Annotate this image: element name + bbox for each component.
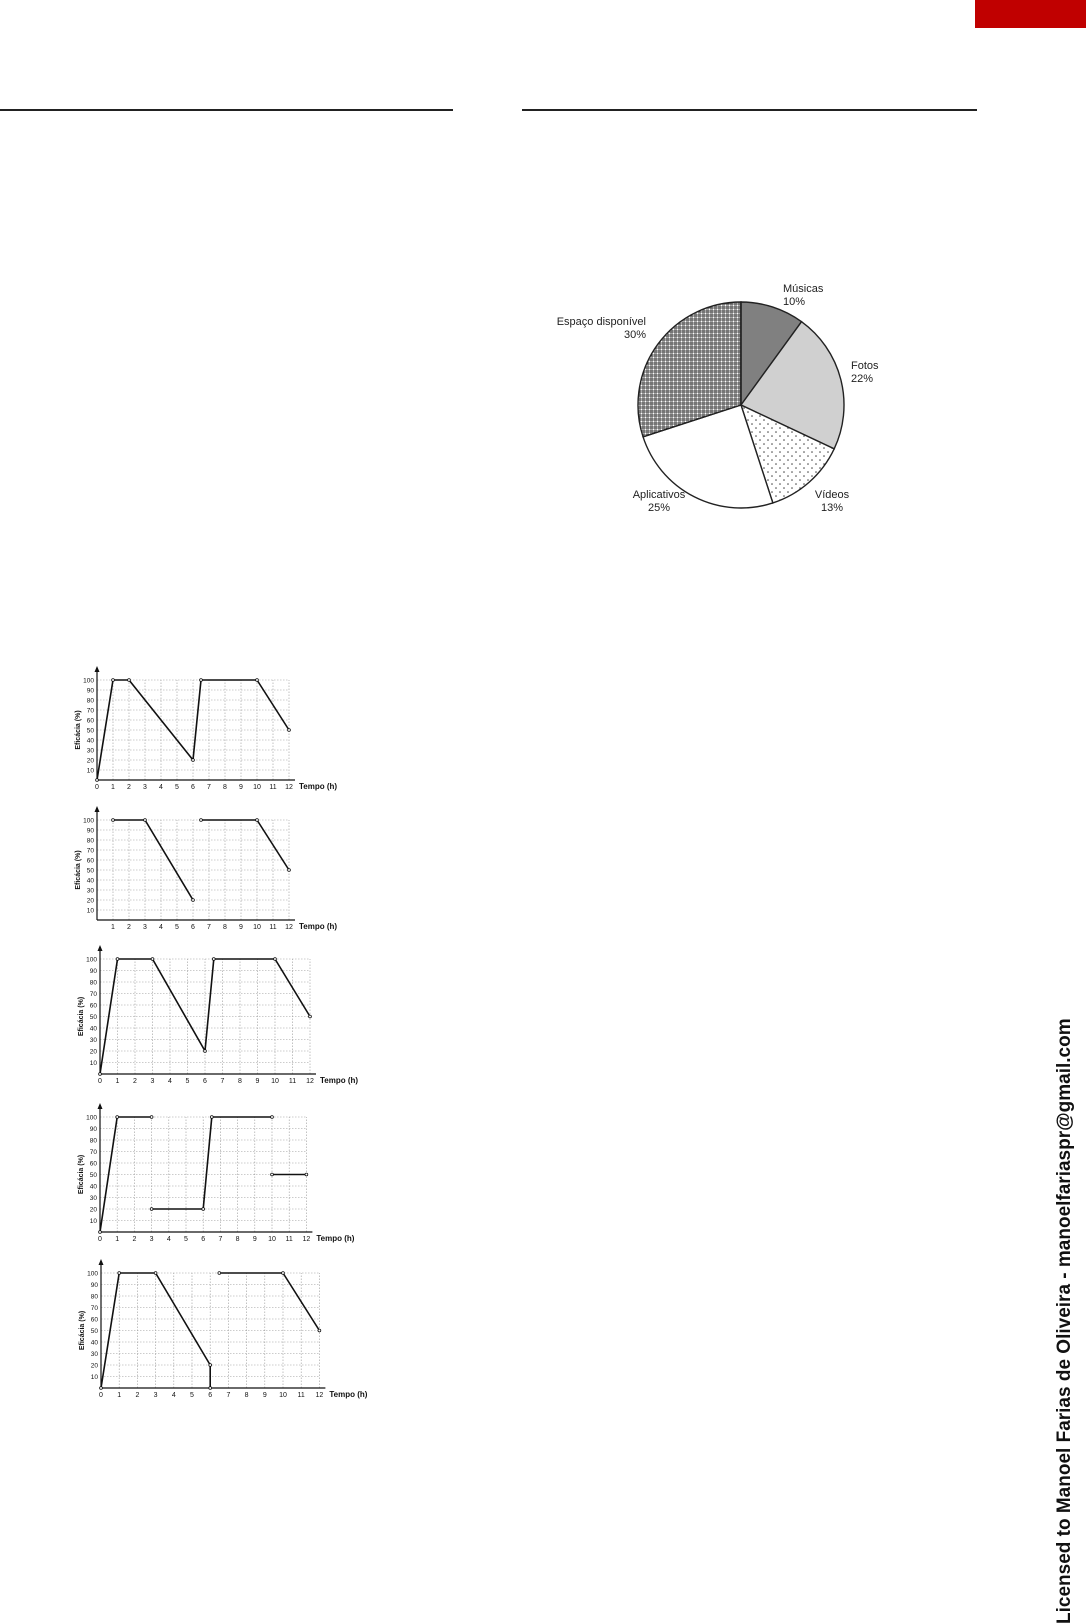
x-axis-label: Tempo (h) [316, 1234, 355, 1243]
x-tick-label: 5 [190, 1392, 194, 1399]
y-tick-label: 80 [90, 1293, 98, 1301]
data-point [150, 1208, 153, 1211]
y-axis-arrow [99, 1259, 104, 1265]
data-point [209, 1364, 212, 1367]
x-tick-label: 8 [223, 784, 227, 791]
y-tick-label: 20 [89, 1048, 97, 1056]
efficacy-chart-5 [70, 1249, 380, 1399]
license-watermark: Licensed to Manoel Farias de Oliveira - manoelfariaspr@gmail.com [1054, 1018, 1075, 1624]
y-tick-label: 60 [86, 857, 94, 865]
x-tick-label: 7 [218, 1236, 223, 1243]
data-point [99, 1073, 102, 1076]
y-tick-label: 10 [89, 1060, 97, 1067]
y-tick-label: 90 [86, 827, 94, 835]
y-axis-label: Eficácia (%) [75, 850, 82, 890]
x-tick-label: 0 [99, 1392, 103, 1399]
x-tick-label: 6 [208, 1392, 213, 1399]
y-tick-label: 100 [83, 817, 94, 825]
y-tick-label: 80 [86, 697, 94, 705]
x-tick-label: 9 [252, 1236, 257, 1243]
y-tick-label: 40 [89, 1183, 97, 1191]
data-point [112, 819, 115, 822]
x-tick-label: 12 [315, 1392, 324, 1399]
y-tick-label: 40 [86, 737, 94, 745]
data-point [116, 958, 119, 961]
x-tick-label: 2 [133, 1078, 137, 1085]
efficacy-line [201, 820, 289, 870]
efficacy-chart-2 [70, 795, 370, 931]
x-tick-label: 4 [168, 1078, 172, 1085]
data-point [96, 779, 99, 782]
y-tick-label: 80 [86, 837, 94, 845]
pie-percent-fotos: 22% [851, 373, 874, 385]
x-tick-label: 7 [207, 924, 211, 931]
y-tick-label: 100 [87, 1270, 98, 1278]
pie-label-musicas: Músicas [783, 283, 824, 295]
data-point [154, 1272, 157, 1275]
y-tick-label: 40 [89, 1025, 97, 1033]
grid [100, 959, 310, 1074]
y-tick-label: 30 [89, 1037, 97, 1044]
data-point [200, 819, 203, 822]
pie-percent-videos: 13% [820, 502, 844, 514]
y-axis-arrow [98, 945, 103, 951]
y-tick-label: 60 [90, 1316, 98, 1324]
x-axis-label: Tempo (h) [299, 782, 338, 791]
data-point [144, 819, 147, 822]
x-tick-label: 7 [226, 1392, 231, 1399]
efficacy-line [100, 1117, 152, 1232]
x-tick-label: 10 [253, 784, 261, 791]
y-tick-label: 40 [90, 1339, 98, 1347]
x-tick-label: 11 [269, 784, 277, 791]
data-point [151, 958, 154, 961]
data-point [100, 1387, 103, 1390]
x-tick-label: 12 [302, 1236, 311, 1243]
y-tick-label: 100 [83, 677, 94, 685]
y-tick-label: 20 [86, 757, 94, 765]
y-tick-label: 40 [86, 877, 94, 885]
x-tick-label: 6 [203, 1078, 207, 1085]
y-tick-label: 70 [90, 1305, 98, 1312]
x-tick-label: 11 [297, 1392, 305, 1399]
x-tick-label: 4 [159, 924, 163, 931]
x-tick-label: 2 [127, 924, 131, 931]
data-point [309, 1015, 312, 1018]
y-tick-label: 20 [86, 897, 94, 905]
y-tick-label: 20 [89, 1206, 97, 1214]
y-tick-label: 10 [89, 1218, 97, 1225]
x-tick-label: 4 [171, 1392, 176, 1399]
x-tick-label: 0 [98, 1236, 102, 1243]
x-tick-label: 5 [184, 1236, 188, 1243]
y-tick-label: 30 [86, 747, 94, 755]
y-axis-label: Eficácia (%) [78, 996, 85, 1037]
x-tick-label: 12 [306, 1078, 314, 1085]
grid [97, 680, 289, 780]
column-rule-left [0, 109, 453, 111]
x-tick-label: 6 [201, 1236, 206, 1243]
y-tick-label: 80 [89, 1137, 97, 1145]
x-tick-label: 6 [191, 924, 195, 931]
data-point [318, 1329, 321, 1332]
x-tick-label: 8 [235, 1236, 240, 1243]
x-axis-label: Tempo (h) [320, 1076, 359, 1085]
x-tick-label: 10 [279, 1392, 287, 1399]
y-tick-label: 30 [86, 887, 94, 895]
data-point [288, 869, 291, 872]
x-tick-label: 7 [207, 784, 211, 791]
x-tick-label: 8 [238, 1078, 242, 1085]
y-tick-label: 80 [89, 979, 97, 987]
red-corner-tab [975, 0, 1086, 28]
y-tick-label: 90 [90, 1282, 98, 1289]
data-point [99, 1231, 102, 1234]
data-point [288, 729, 291, 732]
pie-percent-aplicativos: 25% [647, 502, 671, 514]
efficacy-chart-4 [70, 1093, 370, 1243]
y-axis-arrow [95, 806, 100, 812]
data-point [112, 679, 115, 682]
x-tick-label: 9 [255, 1078, 260, 1085]
y-tick-label: 10 [86, 767, 94, 775]
y-tick-label: 20 [90, 1362, 98, 1370]
data-point [271, 1116, 274, 1119]
pie-label-fotos: Fotos [851, 360, 879, 372]
x-axis-label: Tempo (h) [329, 1390, 368, 1399]
data-point [202, 1208, 205, 1211]
y-tick-label: 70 [89, 1149, 97, 1156]
y-tick-label: 90 [86, 687, 94, 695]
data-point [204, 1050, 207, 1053]
x-tick-label: 2 [127, 784, 131, 791]
y-tick-label: 50 [89, 1172, 97, 1179]
grid [97, 820, 289, 920]
efficacy-chart-3 [70, 935, 370, 1085]
y-tick-label: 50 [89, 1014, 97, 1021]
x-axis-label: Tempo (h) [299, 922, 338, 931]
x-tick-label: 1 [115, 1078, 120, 1085]
data-point [271, 1173, 274, 1176]
y-axis-arrow [95, 666, 100, 672]
y-tick-label: 60 [89, 1002, 97, 1010]
y-tick-label: 60 [89, 1160, 97, 1168]
y-axis-label: Eficácia (%) [78, 1154, 85, 1195]
y-tick-label: 10 [90, 1374, 98, 1381]
data-point [128, 679, 131, 682]
x-tick-label: 3 [149, 1236, 154, 1243]
pie-label-espaco-disponivel: Espaço disponível [556, 316, 646, 328]
efficacy-line [219, 1273, 319, 1331]
x-tick-label: 1 [115, 1236, 120, 1243]
y-tick-label: 70 [86, 847, 94, 855]
pie-percent-espaco-disponivel: 30% [623, 329, 646, 341]
y-tick-label: 70 [89, 991, 97, 998]
y-axis-arrow [98, 1103, 103, 1109]
x-tick-label: 10 [268, 1236, 276, 1243]
y-tick-label: 50 [86, 867, 94, 875]
x-tick-label: 6 [191, 784, 195, 791]
efficacy-chart-1 [70, 655, 370, 791]
y-axis-label: Eficácia (%) [79, 1310, 86, 1351]
y-tick-label: 100 [86, 956, 97, 964]
storage-pie-chart [556, 282, 910, 532]
x-tick-label: 10 [271, 1078, 279, 1085]
data-point [209, 1387, 212, 1390]
x-tick-label: 12 [285, 924, 293, 931]
pie-label-videos: Vídeos [814, 489, 850, 501]
x-tick-label: 4 [159, 784, 163, 791]
data-point [305, 1173, 308, 1176]
data-point [192, 899, 195, 902]
y-tick-label: 60 [86, 717, 94, 725]
y-tick-label: 100 [86, 1114, 97, 1122]
x-tick-label: 9 [239, 784, 243, 791]
x-tick-label: 5 [175, 924, 179, 931]
data-point [274, 958, 277, 961]
x-tick-label: 1 [111, 924, 115, 931]
y-tick-label: 30 [90, 1351, 98, 1358]
data-point [210, 1116, 213, 1119]
x-tick-label: 2 [135, 1392, 140, 1399]
data-point [192, 759, 195, 762]
x-tick-label: 3 [150, 1078, 155, 1085]
y-tick-label: 90 [89, 1126, 97, 1133]
pie-label-aplicativos: Aplicativos [632, 489, 686, 501]
x-tick-label: 12 [285, 784, 293, 791]
x-tick-label: 5 [175, 784, 179, 791]
data-point [256, 679, 259, 682]
y-tick-label: 50 [86, 727, 94, 735]
y-tick-label: 70 [86, 707, 94, 715]
x-tick-label: 10 [253, 924, 261, 931]
x-tick-label: 8 [223, 924, 227, 931]
x-tick-label: 11 [288, 1078, 297, 1085]
x-tick-label: 9 [262, 1392, 267, 1399]
x-tick-label: 3 [143, 924, 147, 931]
x-tick-label: 9 [239, 924, 243, 931]
y-tick-label: 10 [86, 907, 94, 915]
y-axis-label: Eficácia (%) [75, 710, 82, 750]
data-point [218, 1272, 221, 1275]
x-tick-label: 8 [244, 1392, 249, 1399]
x-tick-label: 11 [285, 1236, 293, 1243]
data-point [212, 958, 215, 961]
data-point [282, 1272, 285, 1275]
x-tick-label: 3 [143, 784, 147, 791]
x-tick-label: 1 [111, 784, 115, 791]
x-tick-label: 1 [117, 1392, 122, 1399]
y-tick-label: 30 [89, 1195, 97, 1202]
data-point [118, 1272, 121, 1275]
x-tick-label: 2 [132, 1236, 137, 1243]
data-point [200, 679, 203, 682]
x-tick-label: 5 [185, 1078, 190, 1085]
data-point [256, 819, 259, 822]
x-tick-label: 3 [153, 1392, 158, 1399]
x-tick-label: 0 [95, 784, 99, 791]
x-tick-label: 11 [269, 924, 277, 931]
x-tick-label: 0 [98, 1078, 102, 1085]
column-rule-right [522, 109, 977, 111]
y-tick-label: 50 [90, 1328, 98, 1335]
x-tick-label: 4 [166, 1236, 171, 1243]
x-tick-label: 7 [220, 1078, 225, 1085]
pie-percent-musicas: 10% [783, 296, 806, 308]
data-point [150, 1116, 153, 1119]
data-point [116, 1116, 119, 1119]
y-tick-label: 90 [89, 968, 97, 975]
